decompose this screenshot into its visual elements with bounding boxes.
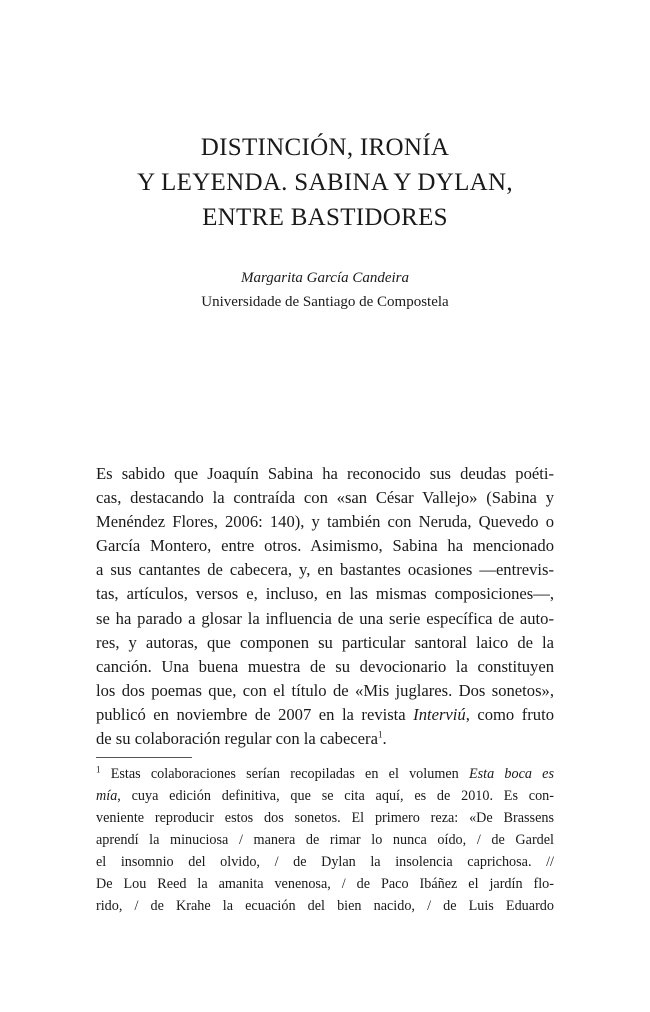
title-line-2: Y LEYENDA. SABINA Y DYLAN, [137, 169, 513, 196]
footnote-line: aprendí la minuciosa / manera de rimar lo nunca oído, / de Gardel [96, 832, 554, 848]
body-paragraph [96, 462, 554, 751]
footnote-line: veniente reproducir estos dos sonetos. El primero reza: «De Brassens [96, 810, 554, 826]
footnote [96, 763, 554, 917]
body-text-run: . [382, 729, 387, 749]
body-line: Menéndez Flores, 2006: 140), y también con Neruda, Quevedo o [96, 512, 554, 532]
body-text-run: , como fruto [465, 704, 554, 724]
title-line-1: DISTINCIÓN, IRONÍA [200, 134, 450, 161]
footnote-line: rido, / de Krahe la ecuación del bien nacido, / de Luis Eduardo [96, 898, 554, 914]
body-line: res, y autoras, que componen su particular santoral laico de la [96, 632, 554, 652]
body-line: los dos poemas que, con el título de «Mis juglares. Dos sonetos», [96, 680, 554, 700]
body-line: Es sabido que Joaquín Sabina ha reconocido sus deudas poéti- [96, 464, 554, 483]
author-name: Margarita García Candeira [240, 270, 410, 286]
body-line: canción. Una buena muestra de su devocionario la constituyen [96, 656, 554, 676]
body-text-run: de su colaboración regular con la cabecera [96, 729, 378, 749]
body-line: cas, destacando la contraída con «san César Vallejo» (Sabina y [96, 488, 554, 508]
book-title: Esta boca es [468, 766, 554, 782]
footnote-separator [96, 757, 192, 758]
footnote-reference[interactable]: 1 [377, 729, 383, 740]
body-line: tas, artículos, versos e, incluso, en las mismas composiciones—, [96, 584, 554, 604]
footnote-line: De Lou Reed la amanita venenosa, / de Paco Ibáñez el jardín flo- [96, 876, 554, 892]
footnote-line: el insomnio del olvido, / de Dylan la insolencia caprichosa. // [96, 854, 554, 870]
book-title: mía [96, 788, 118, 804]
body-line: a sus cantantes de cabecera, y, en bastantes ocasiones —entrevis- [96, 560, 554, 580]
body-line: se ha parado a glosar la influencia de una serie específica de auto- [96, 608, 554, 628]
footnote-number: 1 [96, 764, 101, 775]
body-line [96, 727, 554, 751]
footnote-line [96, 785, 554, 807]
footnote-text-run: Estas colaboraciones serían recopiladas en el volumen [100, 766, 469, 782]
article-title [0, 130, 650, 235]
body-text-run: publicó en noviembre de 2007 en la revista [96, 704, 414, 724]
magazine-title: Interviú [413, 704, 466, 724]
author-affiliation: Universidade de Santiago de Compostela [201, 294, 449, 310]
body-line [96, 703, 554, 727]
body-line: García Montero, entre otros. Asimismo, Sabina ha mencionado [96, 536, 554, 556]
title-line-3: ENTRE BASTIDORES [202, 204, 448, 231]
footnote-line [96, 763, 554, 785]
footnote-text-run: , cuya edición definitiva, que se cita aquí, es de 2010. Es con- [117, 788, 554, 804]
